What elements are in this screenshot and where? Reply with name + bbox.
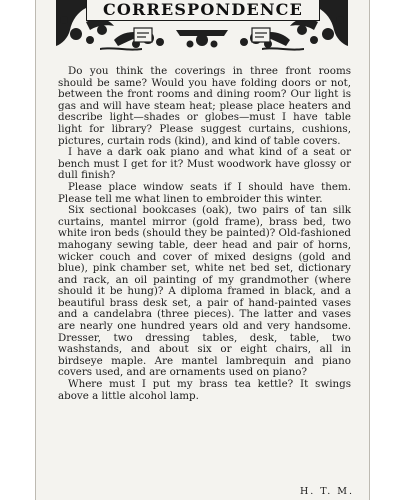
letter-signature: H. T. M. [299,486,354,497]
left-column-rule [35,0,36,500]
letter-body [58,66,351,402]
letter-paragraph: Please place window seats if I should have them. Please tell me what linen to embroider this winter. [58,180,351,205]
right-column-rule [369,0,370,500]
page-title: CORRESPONDENCE [86,0,320,21]
letter-paragraph: Six sectional bookcases (oak), two pairs of tan silk curtains, mantel mirror (gold frame), brass bed, two white iron beds (should they be painted)? Old-fashioned mahogany sewing table, deer head and pair of horns, wicker couch and cover of mixed designs (gold and blue), pink chamber set, white net bed set, dictionary and rack, an oil painting of my grandmother (where should it be hung)? A diploma framed in black, and a beautiful brass desk set, a pair of hand-painted vases and a candelabra (three pieces). The latter and vases are nearly one hundred years old and very handsome. Dresser, two dressing tables, desk, table, two washstands, and about six or eight chairs, all in birdseye maple. Are mantel lambrequin and piano covers used, and are ornaments used on piano? [58,204,351,379]
letter-paragraph: Where must I put my brass tea kettle? It swings above a little alcohol lamp. [58,378,351,402]
letter-paragraph: I have a dark oak piano and what kind of a seat or bench must I get for it? Must woodwork have glossy or dull finish? [58,146,351,182]
letter-paragraph: Do you think the coverings in three front rooms should be same? Would you have folding doors or not, between the front rooms and dining room? Our light is gas and will have steam heat; please place heaters and describe light—shades or globes—must I have table light for library? Please suggest curtains, cushions, pictures, curtain rods (kind), and kind of table covers. [58,65,351,147]
